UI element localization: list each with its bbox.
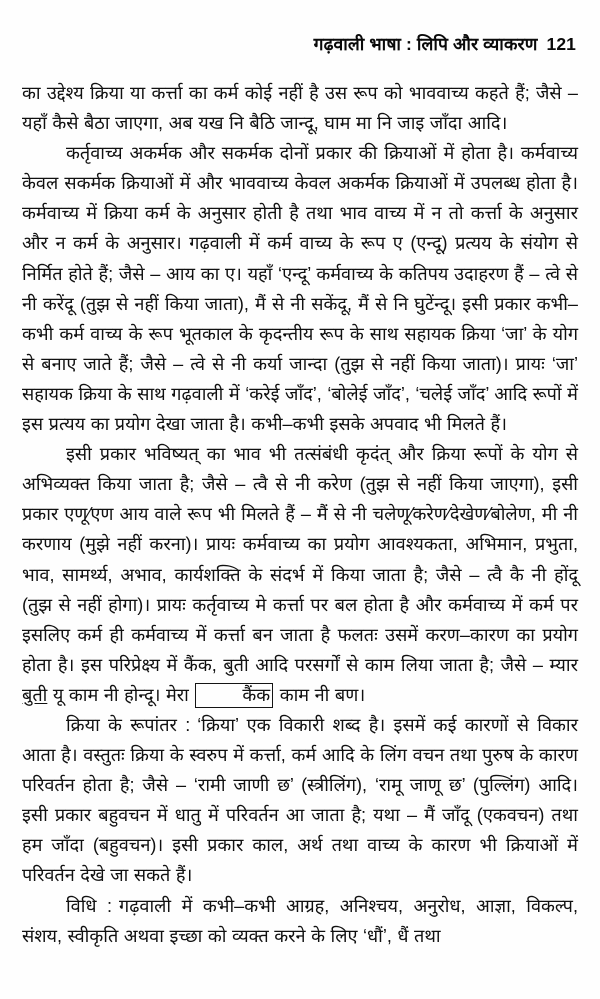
page-number: 121 bbox=[546, 34, 576, 54]
paragraph-4-text: ‘क्रिया’ एक विकारी शब्द है। इसमें कई कारणों से विकार आता है। वस्तुतः क्रिया के स्वरुप में कर्त्ता, कर्म आदि के लिंग वचन तथा पुरुष के कारण परिवर्तन होता है; जैसे – ‘रामी जाणी छ’ (स्त्रीलिंग), ‘रामू जाणू छ’ (पुल्लिंग) आदि। इसी प्रकार बहुवचन में धातु में परिवर्तन आ जाता है; यथा – मैं जाँदू (एकवचन) तथा हम जाँदा (बहुवचन)। इसी प्रकार काल, अर्थ तथा वाच्य के कारण भी क्रियाओं में परिवर्तन देखे जा सकते हैं। bbox=[22, 714, 578, 886]
paragraph-2-text: कर्तृवाच्य अकर्मक और सकर्मक दोनों प्रकार की क्रियाओं में होता है। कर्मवाच्य केवल सकर्मक क्रियाओं में और भाववाच्य केवल अकर्मक क्रियाओं में उपलब्ध होता है। कर्मवाच्य में क्रिया कर्म के अनुसार होती है तथा भाव वाच्य में न तो कर्त्ता के अनुसार और न कर्म के अनुसार। गढ़वाली में कर्म वाच्य के रूप ए (एन्दू) प्रत्यय के संयोग से निर्मित होते हैं; जैसे – आय का ए। यहाँ ‘एन्दू’ कर्मवाच्य के कतिपय उदाहरण हैं – त्वे से नी करेंदू (तुझ से नहीं किया जाता), मैं से नी सकेंदू, मैं से नि घुटेंन्दू। इसी प्रकार कभी–कभी कर्म वाच्य के रूप भूतकाल के कृदन्तीय रूप के साथ सहायक क्रिया ‘जा’ के योग से बनाए जाते हैं; जैसे – त्वे से नी कर्या जान्दा (तुझ से नहीं किया जाता)। प्रायः ‘जा’ सहायक क्रिया के साथ गढ़वाली में ‘करेई जाँद’, ‘बोलेई जाँद’, ‘चलेई जाँद’ आदि रूपों में इस प्रत्यय का प्रयोग देखा जाता है। कभी–कभी इसके अपवाद भी मिलते हैं। bbox=[22, 143, 578, 435]
running-head-title: गढ़वाली भाषा : लिपि और व्याकरण bbox=[313, 34, 538, 54]
paragraph-3-segment-text-3: काम नी बण। bbox=[274, 684, 366, 705]
paragraph-1 bbox=[22, 78, 578, 138]
running-head bbox=[22, 32, 576, 56]
paragraph-5-text: गढ़वाली में कभी–कभी आग्रह, अनिश्चय, अनुरोध, आज्ञा, विकल्प, संशय, स्वीकृति अथवा इच्छा को व्यक्त करने के लिए ‘धौं’, धैं तथा bbox=[22, 895, 578, 946]
paragraph-3 bbox=[22, 439, 578, 710]
paragraph-2 bbox=[22, 138, 578, 439]
paragraph-5 bbox=[22, 891, 578, 951]
paragraph-4-label: क्रिया के रूपांतर : bbox=[66, 714, 191, 735]
paragraph-4 bbox=[22, 710, 578, 891]
underlined-term-buti: बुती bbox=[22, 684, 48, 705]
boxed-term-kaink: कैंक bbox=[195, 683, 273, 708]
paragraph-3-segment-text-2: यू काम नी होन्दू। मेरा bbox=[47, 684, 195, 705]
body-text-block bbox=[22, 78, 578, 951]
paragraph-1-text: का उद्देश्य क्रिया या कर्त्ता का कर्म कोई नहीं है उस रूप को भाववाच्य कहते हैं; जैसे – यहाँ कैसे बैठा जाएगा, अब यख नि बैठि जान्दू, घाम मा नि जाइ जाँदा आदि। bbox=[22, 83, 578, 134]
paragraph-5-label: विधि : bbox=[66, 895, 113, 916]
paragraph-3-segment-text-1: इसी प्रकार भविष्यत् का भाव भी तत्संबंधी कृदंत् और क्रिया रूपों के योग से अभिव्यक्त किया जाता है; जैसे – त्वै से नी करेण (तुझ से नहीं किया जाएगा), इसी प्रकार एणू⁄एण आय वाले रूप भी मिलते हैं – मैं से नी चलेणू⁄करेण⁄देखेण⁄बोलेण, मी नी करणाय (मुझे नहीं करना)। प्रायः कर्मवाच्य का प्रयोग आवश्यकता, अभिमान, प्रभुता, भाव, सामर्थ्य, अभाव, कार्यशक्ति के संदर्भ में किया जाता है; जैसे – त्वै कै नी होंदू (तुझ से नहीं होगा)। प्रायः कर्तृवाच्य मे कर्त्ता पर बल होता है और कर्मवाच्य में कर्म पर इसलिए कर्म ही कर्मवाच्य में कर्त्ता बन जाता है फलतः उसमें करण–कारण का प्रयोग होता है। इस परिप्रेक्ष्य में कैंक, बुती आदि परसर्गों से काम लिया जाता है; जैसे – म्यार bbox=[22, 444, 578, 675]
